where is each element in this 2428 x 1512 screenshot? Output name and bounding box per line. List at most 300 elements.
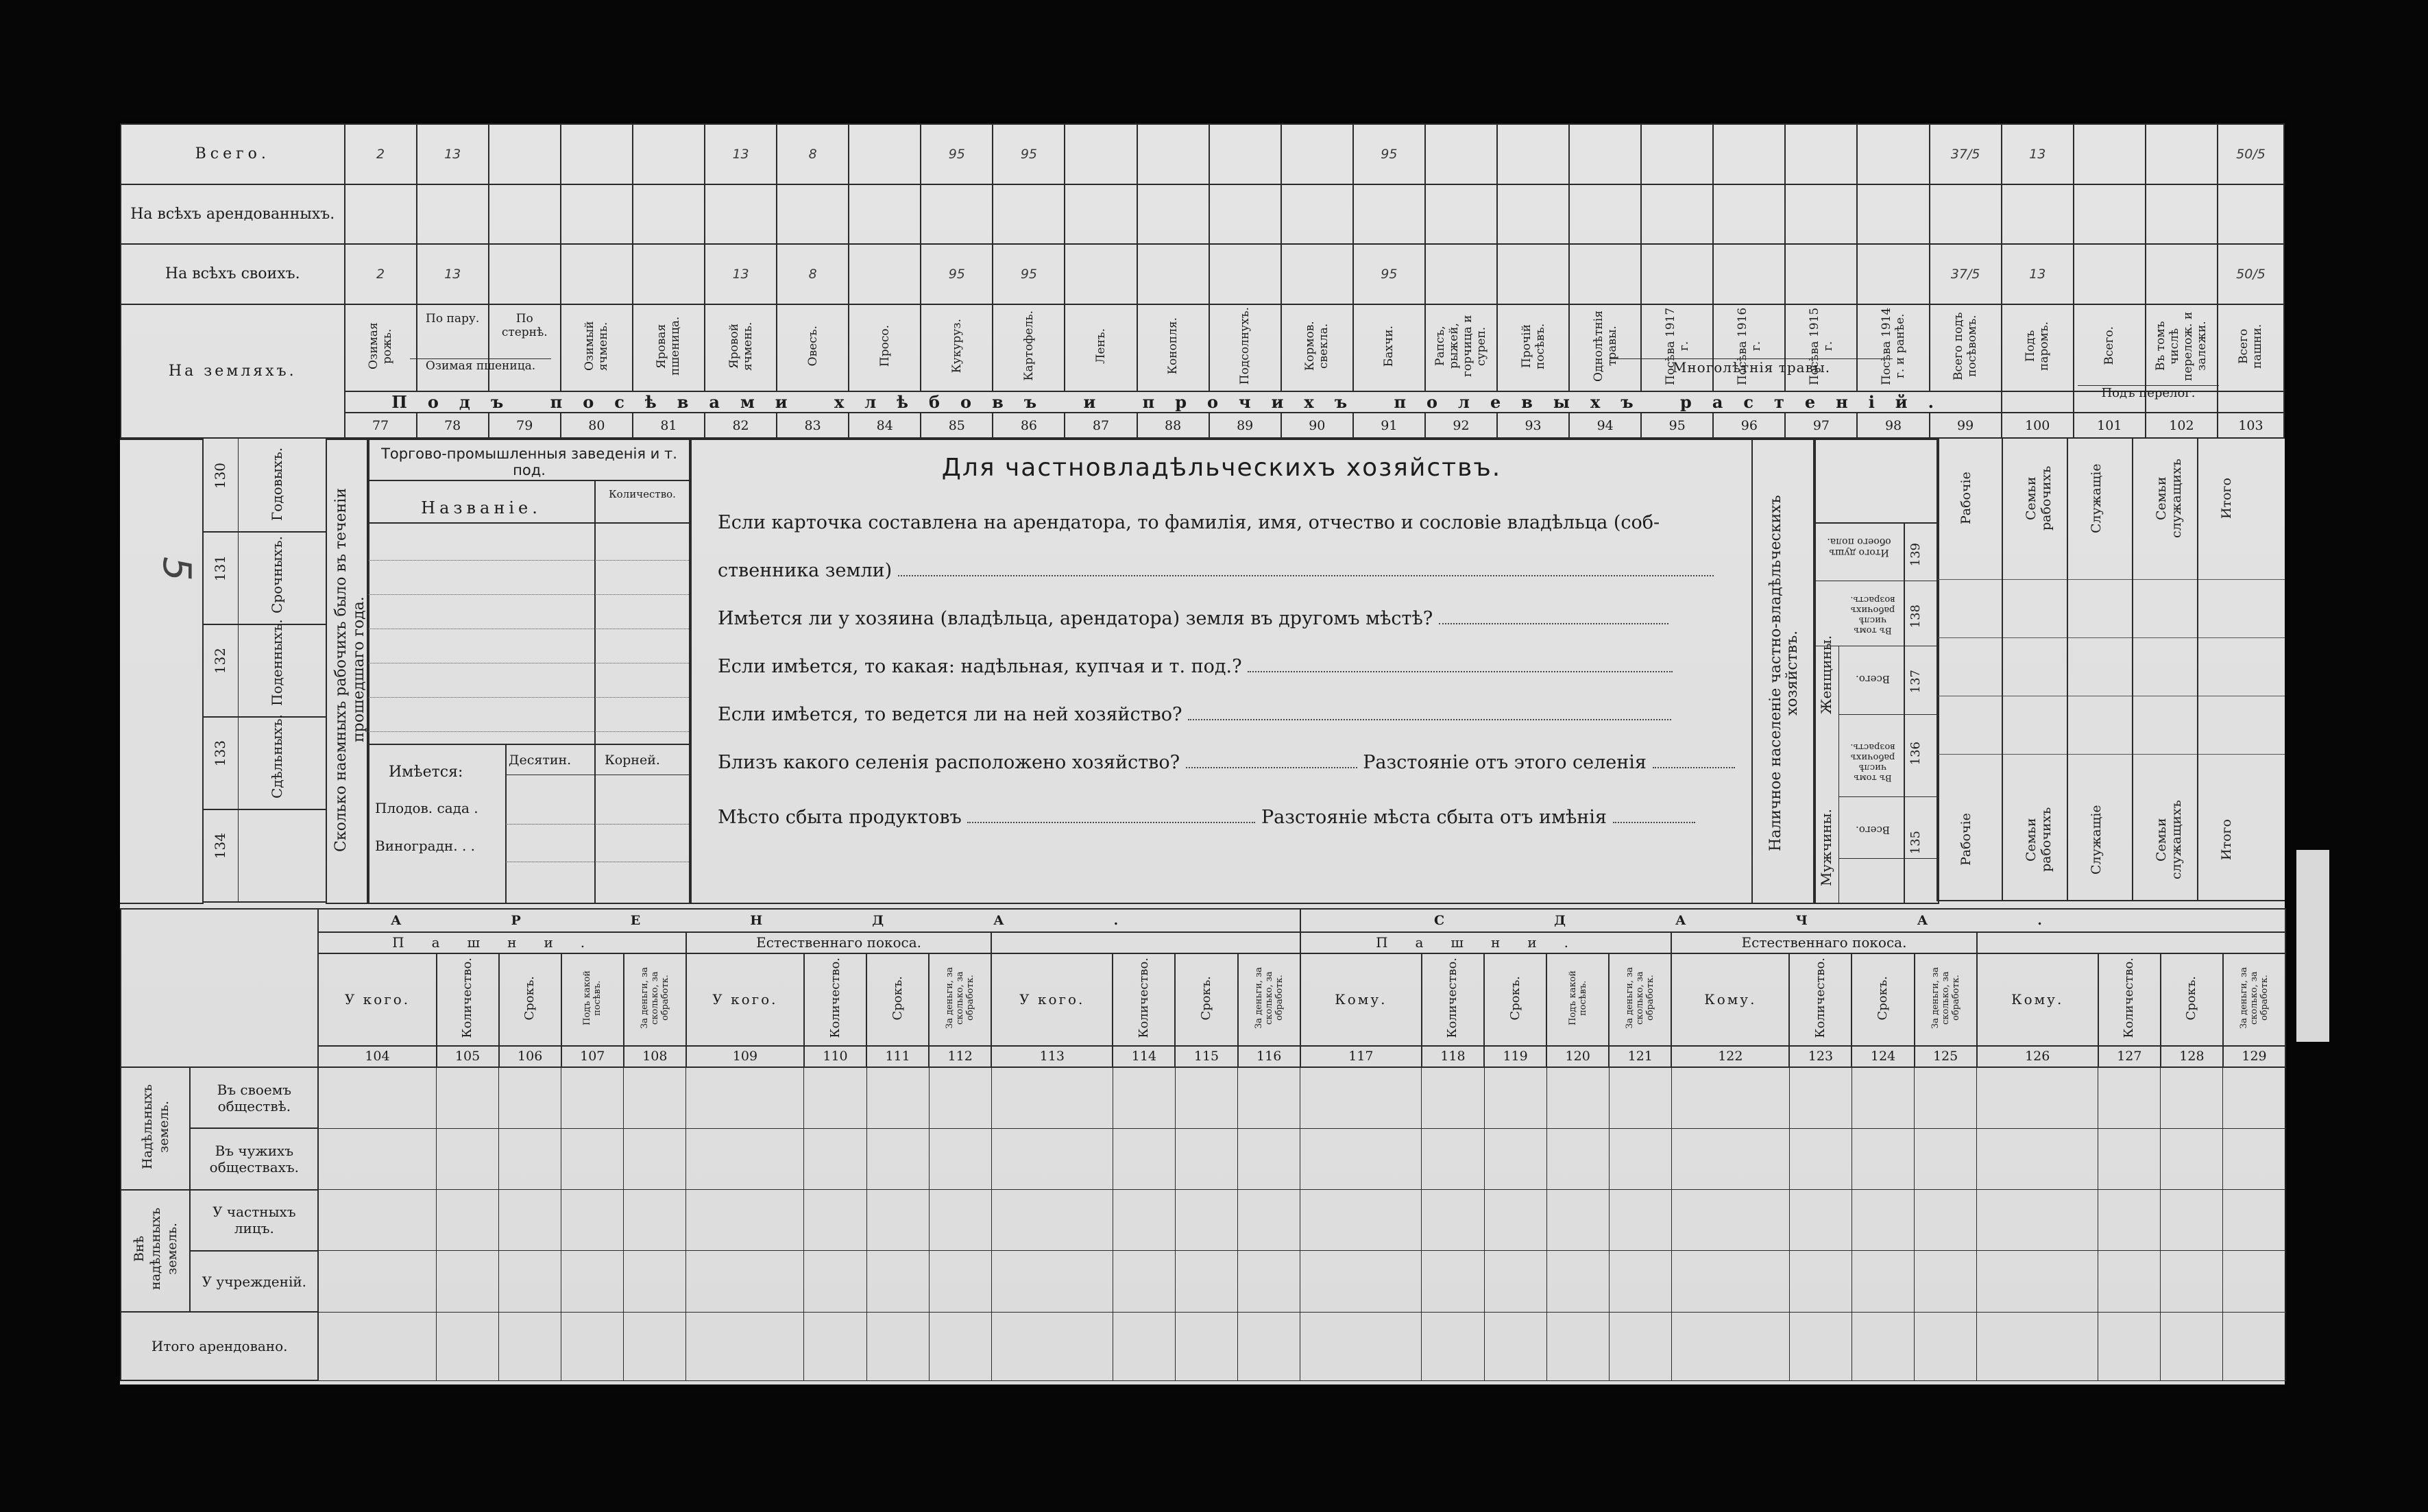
col-num-85: 85: [921, 413, 993, 438]
lease-cell-2-11: [1175, 1190, 1237, 1251]
cell-0-103: 50/5: [2218, 124, 2284, 184]
lease-cell-0-20: [1852, 1067, 1914, 1128]
lease-cell-1-3: [561, 1128, 624, 1189]
cell-2-78: 13: [417, 244, 489, 304]
lease-col-label-107: Подъ какой посѣвъ.: [582, 970, 603, 1025]
men-label: Мужчины.: [1818, 809, 1834, 887]
cell-0-78: 13: [417, 124, 489, 184]
lease-cell-4-15: [1484, 1312, 1546, 1380]
cell-2-88: [1137, 244, 1209, 304]
hired-num-130: 130: [212, 463, 228, 489]
lease-col-header-113: [991, 953, 1113, 1045]
col-header-95: [1641, 304, 1713, 391]
staff-columns: [1937, 439, 2285, 901]
staff-col-1: [2002, 439, 2067, 901]
lease-cell-2-13: [1300, 1190, 1422, 1251]
col-num-94: 94: [1569, 413, 1641, 438]
col-label-90: Кормов. свекла.: [1303, 321, 1331, 371]
cell-2-93: [1497, 244, 1569, 304]
lease-cell-4-5: [686, 1312, 804, 1380]
form-line-village: [718, 752, 1735, 773]
arenda-blank: [991, 932, 1300, 954]
lease-table: [120, 908, 2286, 1381]
cell-1-88: [1137, 184, 1209, 245]
lease-cell-3-21: [1915, 1251, 1977, 1312]
hired-label-131: Срочныхъ.: [269, 536, 285, 613]
lease-cell-2-2: [499, 1190, 561, 1251]
lease-row-label-1: Въ чужихъ обществахъ.: [190, 1128, 318, 1189]
lease-cell-4-6: [804, 1312, 866, 1380]
cell-2-81: [633, 244, 705, 304]
lease-col-num-109: 109: [686, 1046, 804, 1068]
lease-col-header-127: [2098, 953, 2161, 1045]
lease-cell-4-7: [866, 1312, 929, 1380]
lease-cell-0-25: [2223, 1067, 2285, 1128]
lease-col-num-117: 117: [1300, 1046, 1422, 1068]
lease-cell-4-14: [1422, 1312, 1484, 1380]
cell-2-85: 95: [921, 244, 993, 304]
lease-cell-0-12: [1238, 1067, 1300, 1128]
lease-cell-0-16: [1546, 1067, 1609, 1128]
cell-1-89: [1209, 184, 1281, 245]
lease-col-num-123: 123: [1789, 1046, 1852, 1068]
col-num-79: 79: [489, 413, 561, 438]
lease-cell-3-12: [1238, 1251, 1300, 1312]
hired-label-133: Сдѣльныхъ.: [269, 714, 285, 798]
col-label-96: Посѣва 1916 г.: [1735, 307, 1763, 385]
cell-2-87: [1065, 244, 1137, 304]
col-num-91: 91: [1353, 413, 1425, 438]
hired-num-132: 132: [212, 648, 228, 674]
col-label-103: Всего пашни.: [2237, 323, 2265, 369]
lease-cell-2-24: [2161, 1190, 2223, 1251]
cell-1-81: [633, 184, 705, 245]
lease-col-header-111: [866, 953, 929, 1045]
have-label: Имѣется:: [389, 764, 463, 781]
cell-0-89: [1209, 124, 1281, 184]
hired-label-130: Годовыхъ.: [269, 447, 285, 521]
lease-cell-1-0: [318, 1128, 436, 1189]
arenda-pokos: Естественнаго покоса.: [686, 932, 991, 954]
lease-col-num-126: 126: [1977, 1046, 2098, 1068]
cell-2-83: 8: [777, 244, 849, 304]
lease-col-label-117: Кому.: [1335, 991, 1387, 1008]
lease-cell-2-20: [1852, 1190, 1914, 1251]
form-line-owner-cont: [718, 560, 1714, 581]
lease-cell-4-17: [1609, 1312, 1671, 1380]
lease-cell-2-22: [1977, 1190, 2098, 1251]
lease-cell-2-1: [437, 1190, 499, 1251]
lease-cell-1-10: [1113, 1128, 1175, 1189]
lease-col-num-118: 118: [1422, 1046, 1484, 1068]
lease-cell-1-22: [1977, 1128, 2098, 1189]
cell-2-96: [1713, 244, 1785, 304]
pop-num-136: 136: [1908, 742, 1923, 766]
col-header-78: [417, 304, 489, 391]
col-header-102: [2146, 304, 2218, 391]
cell-1-97: [1785, 184, 1857, 245]
col-label-81: Яровая пшеница.: [655, 316, 683, 376]
cell-2-103: 50/5: [2218, 244, 2284, 304]
lease-col-num-110: 110: [804, 1046, 866, 1068]
lease-cell-2-6: [804, 1190, 866, 1251]
trade-row-line: [368, 560, 690, 561]
form-line-other-land: [718, 608, 1668, 629]
col-num-102: 102: [2146, 413, 2218, 438]
lease-col-header-123: [1789, 953, 1852, 1045]
col-num-83: 83: [777, 413, 849, 438]
lease-col-label-119: Срокъ.: [1507, 975, 1522, 1021]
staff-col-label-bottom-0: Рабочіе: [1958, 813, 1974, 866]
col-header-89: [1209, 304, 1281, 391]
trade-row-line: [368, 731, 690, 732]
col-label-87: Ленъ.: [1094, 328, 1108, 364]
group-nadel-label: Надѣльныхъ земель.: [139, 1084, 171, 1169]
lease-col-header-108: [624, 953, 686, 1045]
arenda-pashni: Пашни.: [318, 932, 685, 954]
lease-cell-4-21: [1915, 1312, 1977, 1380]
lease-cell-3-19: [1789, 1251, 1852, 1312]
group-perennial-grass: Многолѣтнія травы.: [1610, 358, 1893, 376]
col-num-100: 100: [2002, 413, 2074, 438]
col-label-83: Овесъ.: [805, 326, 820, 367]
col-label-93: Прочій посѣвъ.: [1519, 323, 1547, 369]
lease-cell-2-18: [1671, 1190, 1789, 1251]
lease-col-label-114: Количество.: [1136, 958, 1151, 1038]
col-num-86: 86: [993, 413, 1065, 438]
row-label-2: На всѣхъ своихъ.: [121, 244, 345, 304]
lease-col-label-123: Количество.: [1812, 958, 1828, 1038]
cell-1-99: [1930, 184, 2002, 245]
lease-col-header-120: [1546, 953, 1609, 1045]
cell-0-77: 2: [345, 124, 417, 184]
lease-col-header-128: [2161, 953, 2223, 1045]
lease-row-label-0: Въ своемъ обществѣ.: [190, 1067, 318, 1128]
cell-2-101: [2074, 244, 2146, 304]
lease-cell-2-9: [991, 1190, 1113, 1251]
lease-cell-4-10: [1113, 1312, 1175, 1380]
lease-col-header-104: [318, 953, 436, 1045]
lease-cell-3-15: [1484, 1251, 1546, 1312]
orchard-label: Плодов. сада .: [375, 800, 478, 816]
lease-cell-4-1: [437, 1312, 499, 1380]
sdacha-blank: [1977, 932, 2285, 954]
trade-row-line: [368, 594, 690, 595]
lease-cell-1-19: [1789, 1128, 1852, 1189]
cell-1-103: [2218, 184, 2284, 245]
staff-col-label-top-3: Семьи служащихъ: [2154, 459, 2184, 538]
col-label-91: Бахчи.: [1382, 325, 1396, 367]
lease-col-label-108: За деньги, за сколько, за обработк.: [639, 966, 670, 1029]
lease-cell-4-9: [991, 1312, 1113, 1380]
lease-cell-4-19: [1789, 1312, 1852, 1380]
cell-2-89: [1209, 244, 1281, 304]
col-num-96: 96: [1713, 413, 1785, 438]
col-num-78: 78: [417, 413, 489, 438]
cell-0-95: [1641, 124, 1713, 184]
lease-cell-1-25: [2223, 1128, 2285, 1189]
lease-cell-3-1: [437, 1251, 499, 1312]
cell-0-79: [489, 124, 561, 184]
lease-col-header-129: [2223, 953, 2285, 1045]
lease-cell-4-3: [561, 1312, 624, 1380]
form-line-market: [718, 807, 1695, 828]
cell-1-95: [1641, 184, 1713, 245]
group-fallow: Подъ перелог.: [2078, 385, 2219, 400]
hired-columns: [202, 439, 326, 901]
lease-col-num-106: 106: [499, 1046, 561, 1068]
lease-cell-4-16: [1546, 1312, 1609, 1380]
lease-cell-2-21: [1915, 1190, 1977, 1251]
lease-cell-1-20: [1852, 1128, 1914, 1189]
col-label-95: Посѣва 1917 г.: [1663, 307, 1691, 385]
lease-cell-0-9: [991, 1067, 1113, 1128]
col-header-81: [633, 304, 705, 391]
col-num-88: 88: [1137, 413, 1209, 438]
lease-col-header-105: [437, 953, 499, 1045]
lease-col-label-129: За деньги, за сколько, за обработк.: [2239, 966, 2270, 1029]
cell-0-91: 95: [1353, 124, 1425, 184]
col-num-82: 82: [705, 413, 777, 438]
lease-col-header-115: [1175, 953, 1237, 1045]
lease-cell-3-17: [1609, 1251, 1671, 1312]
hired-num-133: 133: [212, 740, 228, 767]
lease-cell-2-10: [1113, 1190, 1175, 1251]
cell-0-102: [2146, 124, 2218, 184]
col-header-79: [489, 304, 561, 391]
cell-2-86: 95: [993, 244, 1065, 304]
lease-cell-2-15: [1484, 1190, 1546, 1251]
lease-cell-1-15: [1484, 1128, 1546, 1189]
lease-cell-0-23: [2098, 1067, 2161, 1128]
form-line-farming: [718, 704, 1671, 725]
col-num-98: 98: [1857, 413, 1929, 438]
cell-0-96: [1713, 124, 1785, 184]
cell-2-97: [1785, 244, 1857, 304]
lease-cell-4-12: [1238, 1312, 1300, 1380]
staff-col-label-bottom-1: Семьи рабочихъ: [2024, 807, 2054, 873]
lease-cell-3-22: [1977, 1251, 2098, 1312]
col-header-77: [345, 304, 417, 391]
lease-cell-1-9: [991, 1128, 1113, 1189]
lease-cell-1-16: [1546, 1128, 1609, 1189]
cell-2-90: [1281, 244, 1353, 304]
cell-1-101: [2074, 184, 2146, 245]
col-num-103: 103: [2218, 413, 2284, 438]
lease-col-label-110: Количество.: [827, 958, 842, 1038]
lease-cell-3-20: [1852, 1251, 1914, 1312]
pop-num-137: 137: [1908, 670, 1923, 694]
lease-col-header-106: [499, 953, 561, 1045]
cell-0-84: [849, 124, 921, 184]
lease-cell-1-8: [929, 1128, 991, 1189]
lease-cell-1-13: [1300, 1128, 1422, 1189]
lease-cell-4-20: [1852, 1312, 1914, 1380]
cell-0-101: [2074, 124, 2146, 184]
col-header-91: [1353, 304, 1425, 391]
men-total-label: Всего.: [1856, 824, 1890, 836]
lease-cell-0-5: [686, 1067, 804, 1128]
cell-2-99: 37/5: [1930, 244, 2002, 304]
col-label-86: Картофель.: [1021, 310, 1036, 381]
lease-cell-1-5: [686, 1128, 804, 1189]
lease-cell-1-21: [1915, 1128, 1977, 1189]
cell-1-84: [849, 184, 921, 245]
lease-col-label-127: Количество.: [2122, 958, 2137, 1038]
trade-box: [367, 439, 692, 904]
lease-section: [120, 908, 2285, 1381]
lease-cell-3-10: [1113, 1251, 1175, 1312]
lease-col-header-114: [1113, 953, 1175, 1045]
col-header-87: [1065, 304, 1137, 391]
col-num-95: 95: [1641, 413, 1713, 438]
lease-row-label-3: У учрежденій.: [190, 1251, 318, 1312]
lease-cell-3-25: [2223, 1251, 2285, 1312]
col-header-93: [1497, 304, 1569, 391]
hired-row-132: [202, 619, 327, 718]
cell-0-100: 13: [2002, 124, 2074, 184]
population-box: [1813, 439, 1939, 904]
population-label: Наличное населеніе частно-владѣльческихъ хозяйствъ.: [1767, 495, 1801, 851]
col-label-84: Просо.: [877, 325, 892, 367]
lease-col-label-122: Кому.: [1704, 991, 1757, 1008]
lease-cell-3-14: [1422, 1251, 1484, 1312]
lease-cell-0-4: [624, 1067, 686, 1128]
lease-cell-3-5: [686, 1251, 804, 1312]
form-line-farming-text: Если имѣется, то ведется ли на ней хозяйство?: [718, 704, 1182, 725]
group-vne-label: Внѣ надѣльныхъ земель.: [131, 1208, 180, 1291]
lease-cell-0-1: [437, 1067, 499, 1128]
lease-cell-3-7: [866, 1251, 929, 1312]
lease-cell-0-6: [804, 1067, 866, 1128]
col-num-93: 93: [1497, 413, 1569, 438]
lease-cell-3-4: [624, 1251, 686, 1312]
lease-row-label-4: Итого арендовано.: [121, 1312, 318, 1380]
lease-cell-3-23: [2098, 1251, 2161, 1312]
lease-col-num-127: 127: [2098, 1046, 2161, 1068]
cell-0-98: [1857, 124, 1929, 184]
cell-2-102: [2146, 244, 2218, 304]
row-label-1: На всѣхъ арендованныхъ.: [121, 184, 345, 245]
cell-2-84: [849, 244, 921, 304]
col-num-99: 99: [1930, 413, 2002, 438]
cell-0-85: 95: [921, 124, 993, 184]
staff-col-label-top-4: Итого: [2219, 478, 2234, 519]
paper-fragment: [2296, 850, 2329, 1042]
lease-col-header-107: [561, 953, 624, 1045]
lease-cell-1-1: [437, 1128, 499, 1189]
lease-cell-4-24: [2161, 1312, 2223, 1380]
cell-1-86: [993, 184, 1065, 245]
cell-2-100: 13: [2002, 244, 2074, 304]
col-label-82: Яровой ячмень.: [727, 321, 755, 371]
lease-cell-1-7: [866, 1128, 929, 1189]
lease-cell-2-19: [1789, 1190, 1852, 1251]
lease-cell-0-17: [1609, 1067, 1671, 1128]
lease-cell-4-8: [929, 1312, 991, 1380]
lease-cell-2-16: [1546, 1190, 1609, 1251]
lease-cell-2-14: [1422, 1190, 1484, 1251]
col-header-96: [1713, 304, 1785, 391]
lease-col-label-116: За деньги, за сколько, за обработк.: [1253, 966, 1285, 1029]
census-card: [120, 123, 2285, 1385]
lease-col-num-116: 116: [1238, 1046, 1300, 1068]
hired-num-134: 134: [212, 833, 228, 859]
lease-cell-1-12: [1238, 1128, 1300, 1189]
col-label-101: Всего.: [2102, 326, 2117, 365]
staff-col-label-top-0: Рабочіе: [1958, 472, 1974, 525]
lease-col-label-128: Срокъ.: [2184, 975, 2199, 1021]
vineyard-label: Виноградн. . .: [375, 838, 476, 854]
lease-cell-0-8: [929, 1067, 991, 1128]
lease-col-num-129: 129: [2223, 1046, 2285, 1068]
form-line-owner: Если карточка составлена на арендатора, то фамилія, имя, отчество и сословіе владѣльца (соб-: [718, 512, 1660, 533]
lease-col-header-116: [1238, 953, 1300, 1045]
hired-row-134: [202, 809, 327, 903]
lease-cell-1-11: [1175, 1128, 1237, 1189]
lease-cell-1-23: [2098, 1128, 2161, 1189]
lease-col-label-111: Срокъ.: [890, 975, 905, 1021]
col-header-94: [1569, 304, 1641, 391]
lease-col-header-126: [1977, 953, 2098, 1045]
row-label-3: На земляхъ.: [121, 304, 345, 438]
lease-cell-4-18: [1671, 1312, 1789, 1380]
col-label-79: По стернѣ.: [501, 311, 548, 339]
col-label-102: Въ томъ числѣ перелож. и залежи.: [2154, 311, 2209, 381]
lease-cell-1-24: [2161, 1128, 2223, 1189]
lease-cell-0-0: [318, 1067, 436, 1128]
lease-col-num-113: 113: [991, 1046, 1113, 1068]
lease-cell-2-23: [2098, 1190, 2161, 1251]
lease-col-num-104: 104: [318, 1046, 436, 1068]
form-line-land-type-text: Если имѣется, то какая: надѣльная, купчая и т. под.?: [718, 656, 1242, 677]
lease-cell-0-19: [1789, 1067, 1852, 1128]
row-label-0: Всего.: [121, 124, 345, 184]
col-header-101: [2074, 304, 2146, 391]
cell-2-91: 95: [1353, 244, 1425, 304]
hired-row-131: [202, 531, 327, 625]
cell-1-87: [1065, 184, 1137, 245]
lease-col-header-121: [1609, 953, 1671, 1045]
lease-cell-3-13: [1300, 1251, 1422, 1312]
lease-col-label-125: За деньги, за сколько, за обработк.: [1930, 966, 1961, 1029]
lease-cell-1-18: [1671, 1128, 1789, 1189]
staff-col-label-top-2: Служащіе: [2089, 463, 2104, 533]
lease-cell-4-25: [2223, 1312, 2285, 1380]
lease-col-label-118: Количество.: [1445, 958, 1460, 1038]
cell-0-92: [1425, 124, 1497, 184]
col-label-100: Подъ паромъ.: [2024, 321, 2052, 371]
lease-cell-0-2: [499, 1067, 561, 1128]
lease-cell-1-6: [804, 1128, 866, 1189]
cell-0-97: [1785, 124, 1857, 184]
pop-num-138: 138: [1908, 605, 1923, 629]
lease-col-label-115: Срокъ.: [1199, 975, 1213, 1021]
hired-row-130: [202, 439, 327, 533]
cell-2-82: 13: [705, 244, 777, 304]
lease-cell-0-24: [2161, 1067, 2223, 1128]
lease-col-header-122: [1671, 953, 1789, 1045]
cell-1-91: [1353, 184, 1425, 245]
lease-cell-0-18: [1671, 1067, 1789, 1128]
sdacha-pokos: Естественнаго покоса.: [1671, 932, 1976, 954]
group-nadel: [121, 1067, 190, 1190]
women-workers-label: Въ томъ числѣ рабочихъ возрастъ.: [1850, 594, 1895, 635]
col-label-80: Озимый ячмень.: [583, 321, 611, 371]
lease-cell-2-5: [686, 1190, 804, 1251]
lease-cell-3-3: [561, 1251, 624, 1312]
cell-0-86: 95: [993, 124, 1065, 184]
